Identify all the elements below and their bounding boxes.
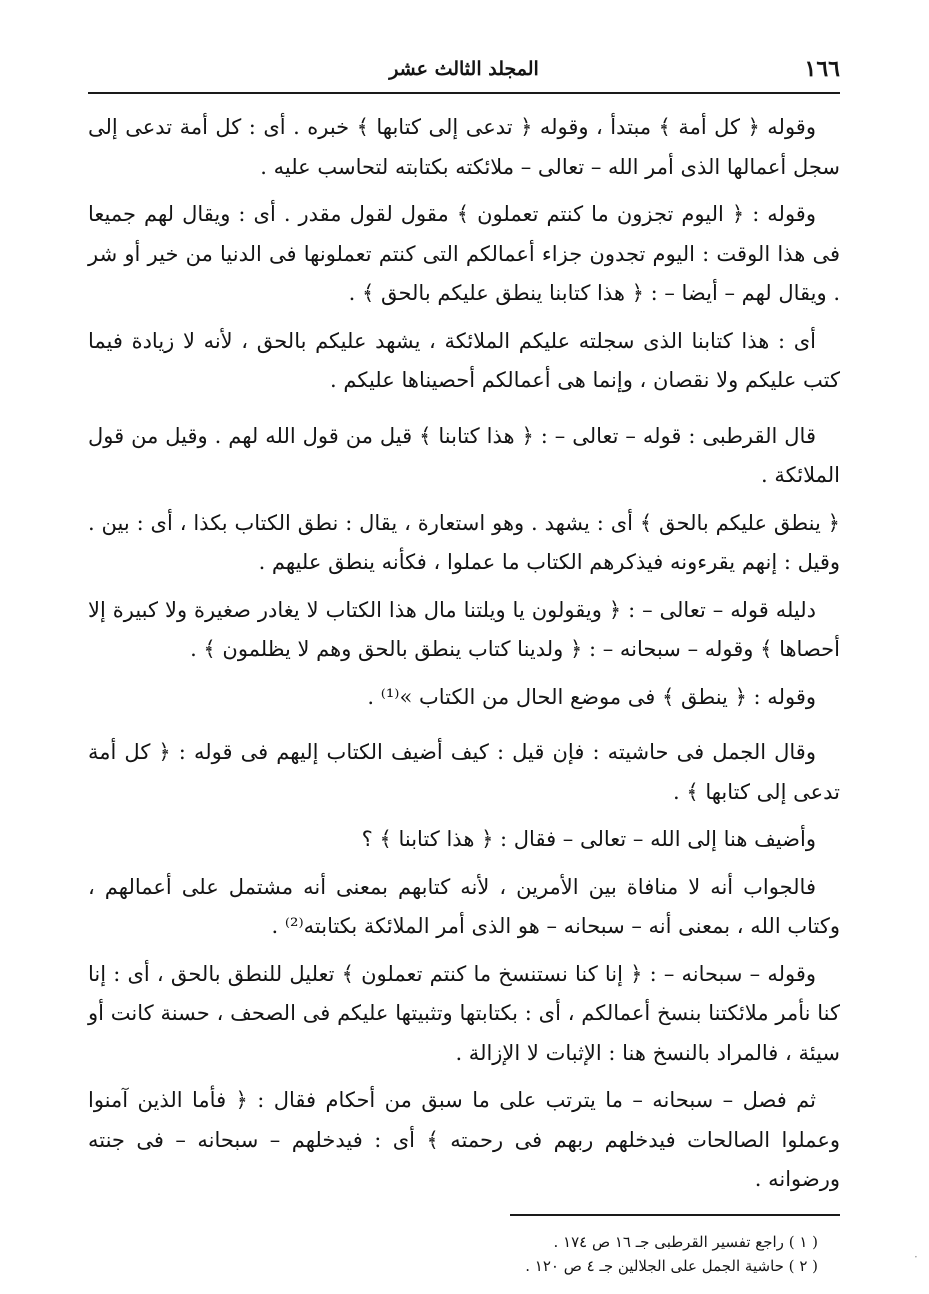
paragraph-today-recompensed: وقوله : ﴿ اليوم تجزون ما كنتم تعملون ﴾ مقول لقول مقدر . أى : ويقال لهم جميعا فى هذا الوقت : اليوم تجدون جزاء أعمالكم التى كنتم تعملونها فى الدنيا من خير أو شر . ويقال لهم – أيضا – : ﴿ هذا كتابنا ينطق عليكم بالحق ﴾ . — [88, 202, 840, 305]
paragraph-answer: فالجواب أنه لا منافاة بين الأمرين ، لأنه كتابهم بمعنى أنه مشتمل على أعمالهم ، وكتاب الله ، بمعنى أنه – سبحانه – هو الذى أمر الملائكة بكتابته⁽²⁾ . — [88, 874, 840, 938]
footnote-divider — [510, 1214, 840, 1216]
running-header — [88, 54, 840, 94]
footnote-1: ( ١ ) راجع تفسير القرطبى جـ ١٦ ص ١٧٤ . — [553, 1232, 818, 1251]
paragraph-speaks-hal: وقوله : ﴿ ينطق ﴾ فى موضع الحال من الكتاب »⁽¹⁾ . — [367, 684, 816, 709]
footnotes — [88, 1230, 840, 1278]
page-number: ١٦٦ — [804, 56, 840, 82]
paragraph-attributed-to-allah: وأضيف هنا إلى الله – تعالى – فقال : ﴿ هذا كتابنا ﴾ ؟ — [361, 827, 816, 851]
paragraph-verse-every-nation: وقوله ﴿ كل أمة ﴾ مبتدأ ، وقوله ﴿ تدعى إلى كتابها ﴾ خبره . أى : كل أمة تدعى إلى سجل أعمالها الذى أمر الله – تعالى – ملائكته بكتابته لتحاسب عليه . — [88, 115, 840, 179]
paragraph-this-is-our-book: أى : هذا كتابنا الذى سجلته عليكم الملائكة ، يشهد عليكم بالحق ، لأنه لا زيادة فيما كتب عليكم ولا نقصان ، وإنما هى أعمالكم أحصيناها عليكم . — [88, 328, 840, 392]
paragraph-speaks-truth: ﴿ ينطق عليكم بالحق ﴾ أى : يشهد . وهو استعارة ، يقال : نطق الكتاب بكذا ، أى : بين . وقيل : إنهم يقرءونه فيذكرهم الكتاب ما عملوا ، فكأنه ينطق عليهم . — [88, 510, 840, 574]
paragraph-we-transcribe: وقوله – سبحانه – : ﴿ إنا كنا نستنسخ ما كنتم تعملون ﴾ تعليل للنطق بالحق ، أى : إنا كنا نأمر ملائكتنا بنسخ أعمالكم ، أى : بكتابتها وتثبيتها عليكم فى الصحف ، حسنة كانت أو سيئة ، فالمراد بالنسخ هنا : الإثبات لا الإزالة . — [88, 961, 840, 1065]
footnote-2: ( ٢ ) حاشية الجمل على الجلالين جـ ٤ ص ١٢٠ . — [525, 1256, 818, 1275]
book-page — [88, 54, 840, 1278]
paragraph-believers: ثم فصل – سبحانه – ما يترتب على ما سبق من أحكام فقال : ﴿ فأما الذين آمنوا وعملوا الصالحات فيدخلهم ربهم فى رحمته ﴾ أى : فيدخلهم – سبحانه – فى جنته ورضوانه . — [88, 1088, 840, 1191]
paragraph-qurtubi: قال القرطبى : قوله – تعالى – : ﴿ هذا كتابنا ﴾ قيل من قول الله لهم . وقيل من قول الملائكة . — [88, 423, 840, 487]
volume-title: المجلد الثالث عشر — [389, 58, 539, 80]
paragraph-jamal: وقال الجمل فى حاشيته : فإن قيل : كيف أضيف الكتاب إليهم فى قوله : ﴿ كل أمة تدعى إلى كتابها ﴾ . — [88, 740, 840, 804]
scan-margin-mark: · — [914, 1250, 918, 1264]
paragraph-evidence: دليله قوله – تعالى – : ﴿ ويقولون يا ويلتنا مال هذا الكتاب لا يغادر صغيرة ولا كبيرة إلا أحصاها ﴾ وقوله – سبحانه – : ﴿ ولدينا كتاب ينطق بالحق وهم لا يظلمون ﴾ . — [88, 597, 840, 661]
body-text — [88, 108, 840, 1200]
